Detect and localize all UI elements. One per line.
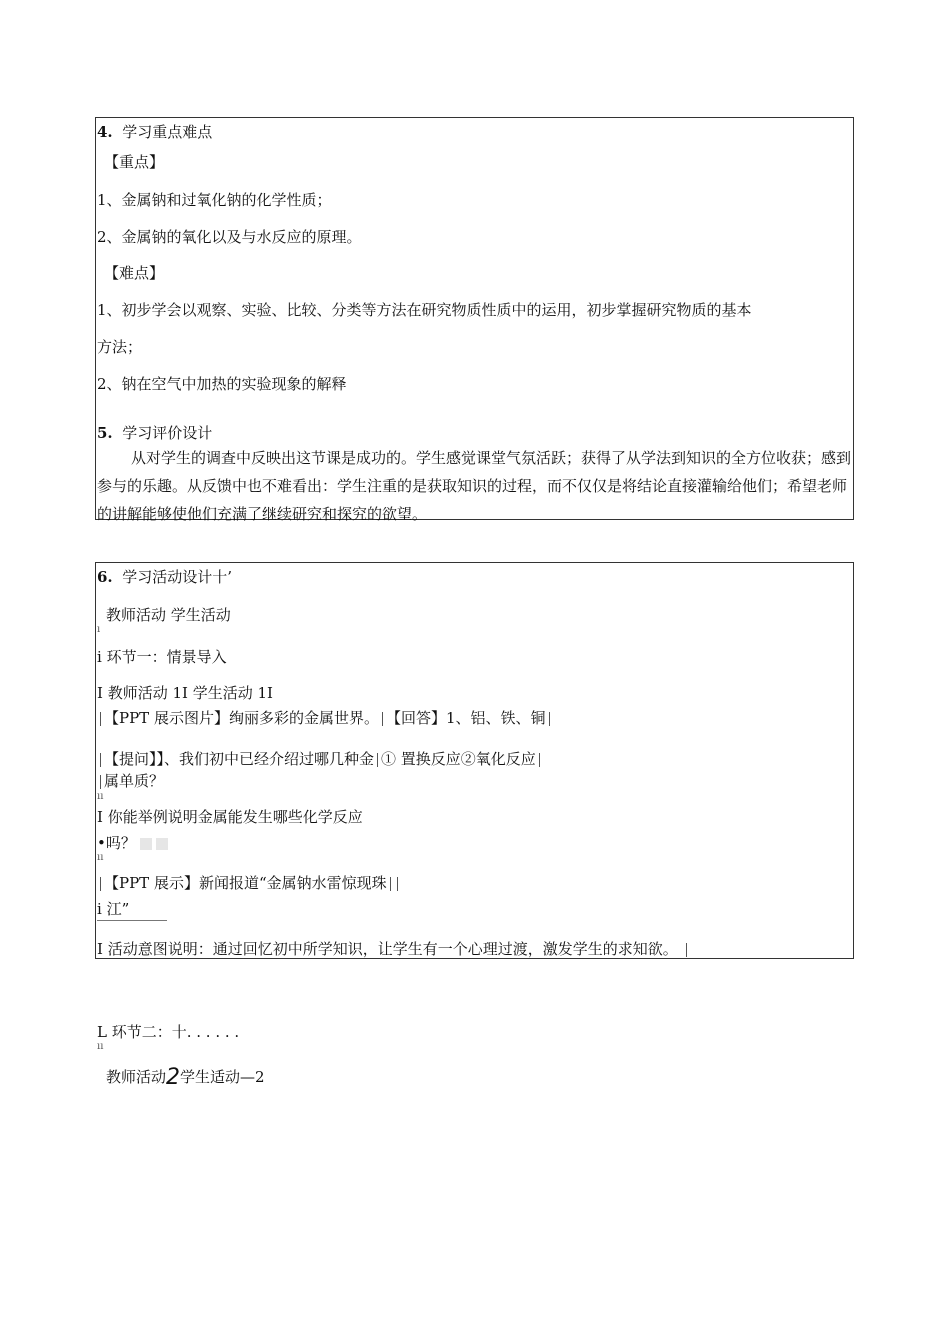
activity-row-2-cont: 属单质？ bbox=[97, 771, 164, 791]
activity-row-4-cont: i 江” bbox=[97, 900, 130, 918]
activity-intent: I 活动意图说明：通过回忆初中所学知识，让学生有一个心理过渡，激发学生的求知欲。 bbox=[97, 939, 690, 959]
activity-row-heads: I 教师活动 1I 学生活动 1I bbox=[97, 684, 273, 702]
cell-border bbox=[549, 712, 550, 726]
key-point-1: 1、金属钠和过氧化钠的化学性质； bbox=[97, 191, 332, 209]
cell-border bbox=[100, 877, 101, 891]
difficult-points-label: 【难点】 bbox=[104, 264, 165, 282]
stage-2-title: L 环节二：十. . . . . . bbox=[97, 1023, 240, 1041]
stage-2-columns: 教师活动2学生适动—2 bbox=[106, 1065, 265, 1090]
cell-border bbox=[539, 753, 540, 767]
key-points-label: 【重点】 bbox=[104, 153, 165, 171]
table-fragment-mark: ı bbox=[97, 624, 101, 635]
section-4-heading: 4. 学习重点难点 bbox=[97, 123, 213, 141]
difficult-point-1b: 方法； bbox=[97, 338, 143, 356]
cell-border bbox=[377, 753, 378, 767]
evaluation-paragraph: 从对学生的调查中反映出这节课是成功的。学生感觉课堂气氛活跃；获得了从学法到知识的全方位收获；感到参与的乐趣。从反馈中也不难看出：学生注重的是获取知识的过程，而不仅仅是将结论直接灌输给他们；希望老师的讲解能够使他们充满了继续研究和探究的欲望。 bbox=[97, 449, 852, 523]
cell-border bbox=[100, 753, 101, 767]
placeholder-box bbox=[140, 838, 152, 850]
difficult-point-2: 2、钠在空气中加热的实验现象的解释 bbox=[97, 375, 347, 393]
stage-1-title: i 环节一：情景导入 bbox=[97, 648, 227, 666]
activity-row-4: 【PPT 展示】新闻报道“金属钠水雷惊现珠 bbox=[97, 873, 401, 893]
placeholder-box bbox=[156, 838, 168, 850]
section-6-heading: 6. 学习活动设计十’ bbox=[97, 568, 232, 586]
table-fragment-mark: ıı bbox=[97, 791, 104, 802]
section-5-heading: 5. 学习评价设计 bbox=[97, 424, 213, 442]
cell-border bbox=[100, 712, 101, 726]
activity-row-3: I 你能举例说明金属能发生哪些化学反应 bbox=[97, 808, 363, 826]
cell-border bbox=[397, 877, 398, 891]
activity-row-1: 【PPT 展示图片】绚丽多彩的金属世界。 【回答】1、铝、铁、铜 bbox=[97, 708, 553, 728]
table-fragment-mark: ıı bbox=[97, 852, 104, 863]
activity-row-2: 【提问】】、我们初中已经介绍过哪几种金 ① 置换反应②氧化反应 bbox=[97, 749, 543, 769]
table-fragment-mark: ıı bbox=[97, 1041, 104, 1052]
activity-columns-header: 教师活动 学生活动 bbox=[106, 606, 231, 624]
activity-row-3-cont: •吗？ bbox=[97, 833, 168, 853]
cell-border bbox=[390, 877, 391, 891]
cell-border bbox=[100, 775, 101, 789]
difficult-point-1a: 1、初步学会以观察、实验、比较、分类等方法在研究物质性质中的运用，初步掌握研究物质的基本 bbox=[97, 301, 752, 319]
key-point-2: 2、金属钠的氧化以及与水反应的原理。 bbox=[97, 228, 362, 246]
cell-underline bbox=[97, 920, 167, 921]
cell-border bbox=[686, 943, 687, 957]
cell-border bbox=[382, 712, 383, 726]
